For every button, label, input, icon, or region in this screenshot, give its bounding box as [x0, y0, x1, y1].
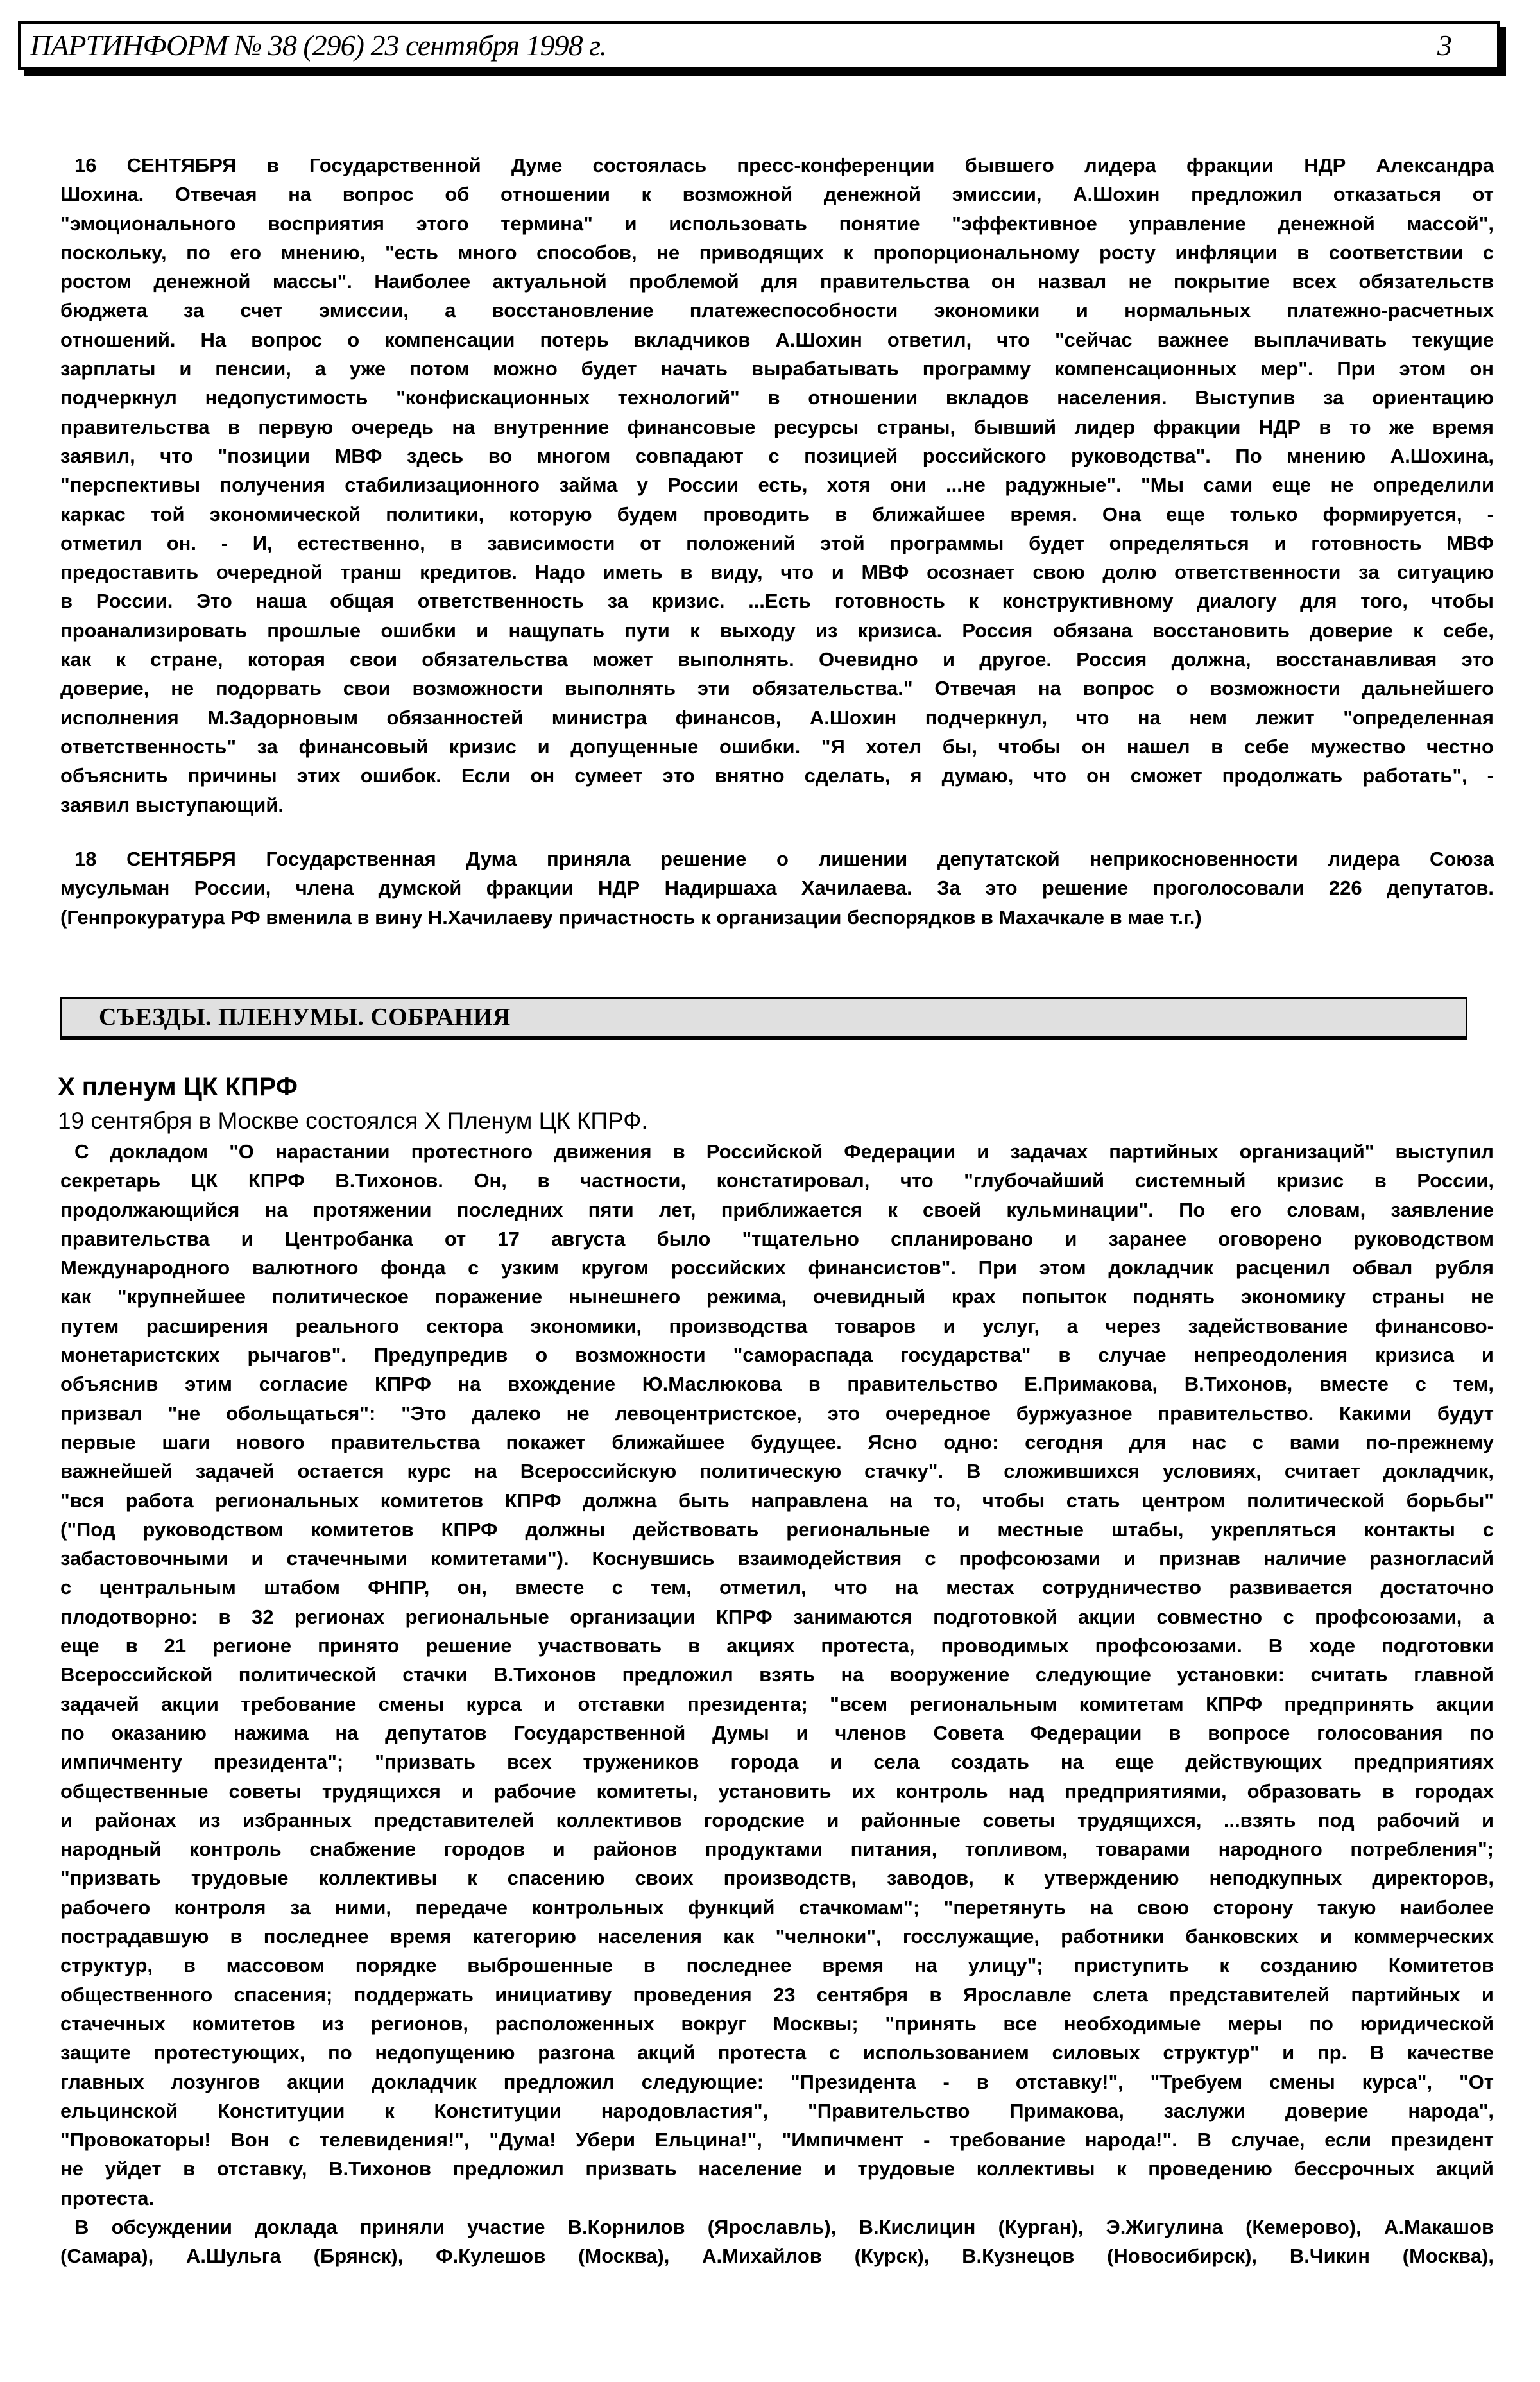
text-line: ответственность" за финансовый кризис и допущенные ошибки. "Я хотел бы, чтобы он нашел в себе мужество честно [60, 735, 1494, 758]
text-line: бюджета за счет эмиссии, а восстановление платежеспособности экономики и нормальных платежно-расчетных [60, 299, 1494, 322]
text-line: отношений. На вопрос о компенсации потерь вкладчиков А.Шохин ответил, что "сейчас важнее выплачивать текущие [60, 328, 1494, 351]
text-line: заявил, что "позиции МВФ здесь во многом совпадают с позицией российского руководства". По мнению А.Шохина, [60, 444, 1494, 467]
article-paragraph [60, 1137, 1494, 2213]
text-line: народный контроль снабжение городов и районов продуктами питания, топливом, товарами народного потребления"; [60, 1838, 1494, 1861]
text-line: первые шаги нового правительства покажет ближайшее будущее. Ясно одно: сегодня для нас с вами по-прежнему [60, 1430, 1494, 1453]
text-line: "перспективы получения стабилизационного займа у России есть, хотя они ...не радужные". "Мы сами еще не определили [60, 474, 1494, 497]
news-item-sept-16 [60, 151, 1494, 819]
text-line: как "крупнейшее политическое поражение нынешнего режима, очевидный крах попыток поднять экономику страны не [60, 1285, 1494, 1308]
text-line: важнейшей задачей остается курс на Всероссийскую политическую стачку". В сложившихся условиях, считает докладчик, [60, 1460, 1494, 1483]
text-line: главных лозунгов акции докладчик предложил следующие: "Президента - в отставку!", "Требуем смены курса", "От [60, 2070, 1494, 2093]
text-line: секретарь ЦК КПРФ В.Тихонов. Он, в частности, констатировал, что "глубочайший системный кризис в России, [60, 1169, 1494, 1192]
text-line: объяснив этим согласие КПРФ на вхождение Ю.Маслюкова в правительство Е.Примакова, В.Тихонов, вместе с тем, [60, 1373, 1494, 1396]
news-item-sept-18 [60, 844, 1494, 932]
text-line: структур, в массовом порядке выброшенные в последнее время на улицу"; приступить к созданию Комитетов [60, 1954, 1494, 1977]
text-line: общественные советы трудящихся и рабочие комитеты, установить их контроль над предприятиями, образовать в городах [60, 1779, 1494, 1803]
text-line: заявил выступающий. [60, 793, 284, 816]
text-line: подчеркнул недопустимость "конфискационных технологий" в отношении вкладов населения. Выступив за ориентацию [60, 386, 1494, 409]
text-line: предоставить очередной транш кредитов. Надо иметь в виду, что и МВФ осознает свою долю ответственности за ситуацию [60, 561, 1494, 584]
text-line: не уйдет в отставку, В.Тихонов предложил призвать население и трудовые коллективы к проведению бессрочных акций [60, 2157, 1494, 2181]
text-line: Всероссийской политической стачки В.Тихонов предложил взять на вооружение следующие установки: считать главной [60, 1663, 1494, 1686]
text-line: еще в 21 регионе принято решение участвовать в акциях протеста, проводимых профсоюзами. В ходе подготовки [60, 1634, 1494, 1658]
text-line: ростом денежной массы". Наиболее актуальной проблемой для правительства он назвал не покрытие всех обязательств [60, 270, 1494, 293]
page-header [18, 21, 1500, 70]
text-line: призвал "не обольщаться": "Это далеко не левоцентристское, это очередное буржуазное правительство. Какими будут [60, 1401, 1494, 1425]
section-header [60, 997, 1467, 1040]
text-line: монетаристских рычагов". Предупредив о возможности "самораспада государства" в случае непреодоления кризиса и [60, 1344, 1494, 1367]
text-line: рабочего контроля за ними, передаче контрольных функций стачкомам"; "перетянуть на свою сторону такую наиболее [60, 1896, 1494, 1919]
article-title: X пленум ЦК КПРФ [58, 1073, 298, 1101]
text-line: проанализировать прошлые ошибки и нащупать пути к выходу из кризиса. Россия обязана восстановить доверие к себе, [60, 619, 1494, 642]
text-line: доверие, не подорвать свои возможности выполнять эти обязательства." Отвечая на вопрос о возможности дальнейшего [60, 677, 1494, 700]
article-paragraph [60, 2213, 1494, 2271]
text-line: с центральным штабом ФНПР, он, вместе с тем, отметил, что на местах сотрудничество развивается достаточно [60, 1576, 1494, 1599]
text-line: 16 СЕНТЯБРЯ в Государственной Думе состоялась пресс-конференции бывшего лидера фракции НДР Александра [74, 154, 1494, 176]
text-line: ельцинской Конституции к Конституции народовластия", "Правительство Примакова, заслужи доверие народа", [60, 2099, 1494, 2122]
text-line: защите протестующих, по недопущению разгона акций протеста с использованием силовых структур" и пр. В качестве [60, 2041, 1494, 2064]
page-number: 3 [1437, 29, 1452, 62]
text-line: импичменту президента"; "призвать всех тружеников города и села создать на еще действующих предприятиях [60, 1751, 1494, 1774]
text-line: протеста. [60, 2186, 155, 2209]
text-line: "вся работа региональных комитетов КПРФ должна быть направлена на то, чтобы стать центром политической борьбы" [60, 1489, 1494, 1512]
text-line: С докладом "О нарастании протестного движения в Российской Федерации и задачах партийных организаций" выступил [74, 1140, 1494, 1163]
text-line: и районах из избранных представителей коллективов городские и районные советы трудящихся, ...взять под рабочий и [60, 1808, 1494, 1831]
text-line: забастовочными и стачечными комитетами"). Коснувшись взаимодействия с профсоюзами и признав наличие разногласий [60, 1547, 1494, 1570]
publication-title: ПАРТИНФОРМ № 38 (296) 23 сентября 1998 г. [30, 29, 606, 62]
text-line: каркас той экономической политики, которую будем проводить в ближайшее время. Она еще только формируется, - [60, 502, 1494, 526]
article-lead: 19 сентября в Москве состоялся X Пленум ЦК КПРФ. [58, 1108, 648, 1134]
text-line: "Провокаторы! Вон с телевидения!", "Дума! Убери Ельцина!", "Импичмент - требование народа!". В случае, если президент [60, 2129, 1494, 2152]
text-line: правительства в первую очередь на внутренние финансовые ресурсы страны, бывший лидер фракции НДР в то же время [60, 415, 1494, 438]
text-line: задачей акции требование смены курса и отставки президента; "всем региональным комитетам КПРФ предпринять акции [60, 1692, 1494, 1715]
text-line: (Самара), А.Шульга (Брянск), Ф.Кулешов (Москва), А.Михайлов (Курск), В.Кузнецов (Новосибирск), В.Чикин (Москва), [60, 2245, 1494, 2268]
text-line: Международного валютного фонда с узким кругом российских финансистов". При этом докладчик расценил обвал рубля [60, 1256, 1494, 1280]
text-line: правительства и Центробанка от 17 августа было "тщательно спланировано и заранее оговорено руководством [60, 1227, 1494, 1250]
text-line: В обсуждении доклада приняли участие В.Корнилов (Ярославль), В.Кислицин (Курган), Э.Жигулина (Кемерово), А.Макашов [74, 2215, 1494, 2238]
text-line: 18 СЕНТЯБРЯ Государственная Дума приняла решение о лишении депутатской неприкосновенности лидера Союза [74, 848, 1494, 870]
text-line: исполнения М.Задорновым обязанностей министра финансов, А.Шохин подчеркнул, что на нем лежит "определенная [60, 706, 1494, 729]
text-line: (Генпрокуратура РФ вменила в вину Н.Хачилаеву причастность к организации беспорядков в Махачкале в мае т.г.) [60, 905, 1202, 929]
text-line: объяснить причины этих ошибок. Если он сумеет это внятно сделать, я думаю, что он сможет продолжать работать", - [60, 764, 1494, 787]
text-line: пострадавшую в последнее время категорию населения как "челноки", госслужащие, работники банковских и коммерческих [60, 1925, 1494, 1948]
text-line: плодотворно: в 32 регионах региональные организации КПРФ занимаются подготовкой акции совместно с профсоюзами, а [60, 1605, 1494, 1628]
text-line: по оказанию нажима на депутатов Государственной Думы и членов Совета Федерации в вопросе голосования по [60, 1721, 1494, 1744]
text-line: ("Под руководством комитетов КПРФ должны действовать региональные и местные штабы, укрепляться контакты с [60, 1518, 1494, 1541]
text-line: "призвать трудовые коллективы к спасению своих производств, заводов, к утверждению неподкупных директоров, [60, 1867, 1494, 1890]
text-line: как к стране, которая свои обязательства может выполнять. Очевидно и другое. Россия должна, восстанавливая это [60, 648, 1494, 671]
text-line: зарплаты и пенсии, а уже потом можно будет начать вырабатывать программу компенсационных мер". При этом он [60, 357, 1494, 381]
text-line: стачечных комитетов из регионов, расположенных вокруг Москвы; "принять все необходимые меры по юридической [60, 2012, 1494, 2035]
article-body [60, 1137, 1494, 2271]
text-line: путем расширения реального сектора экономики, производства товаров и услуг, а через задействование финансово- [60, 1314, 1494, 1337]
text-line: общественного спасения; поддержать инициативу проведения 23 сентября в Ярославле слета представителей партийных и [60, 1983, 1494, 2006]
section-title: СЪЕЗДЫ. ПЛЕНУМЫ. СОБРАНИЯ [99, 1004, 511, 1031]
text-line: поскольку, по его мнению, "есть много способов, не приводящих к пропорциональному росту инфляции в соответствии с [60, 241, 1494, 264]
text-line: продолжающийся на протяжении последних пяти лет, приближается к своей кульминации". По его словам, заявление [60, 1198, 1494, 1221]
text-line: мусульман России, члена думской фракции НДР Надиршаха Хачилаева. За это решение проголосовали 226 депутатов. [60, 877, 1494, 900]
text-line: в России. Это наша общая ответственность за кризис. ...Есть готовность к конструктивному диалогу для того, чтобы [60, 590, 1494, 613]
text-line: отметил он. - И, естественно, в зависимости от положений этой программы будет определяться и готовность МВФ [60, 531, 1494, 554]
text-line: Шохина. Отвечая на вопрос об отношении к возможной денежной эмиссии, А.Шохин предложил отказаться от [60, 183, 1494, 206]
text-line: "эмоционального восприятия этого термина" и использовать понятие "эффективное управление денежной массой", [60, 212, 1494, 235]
